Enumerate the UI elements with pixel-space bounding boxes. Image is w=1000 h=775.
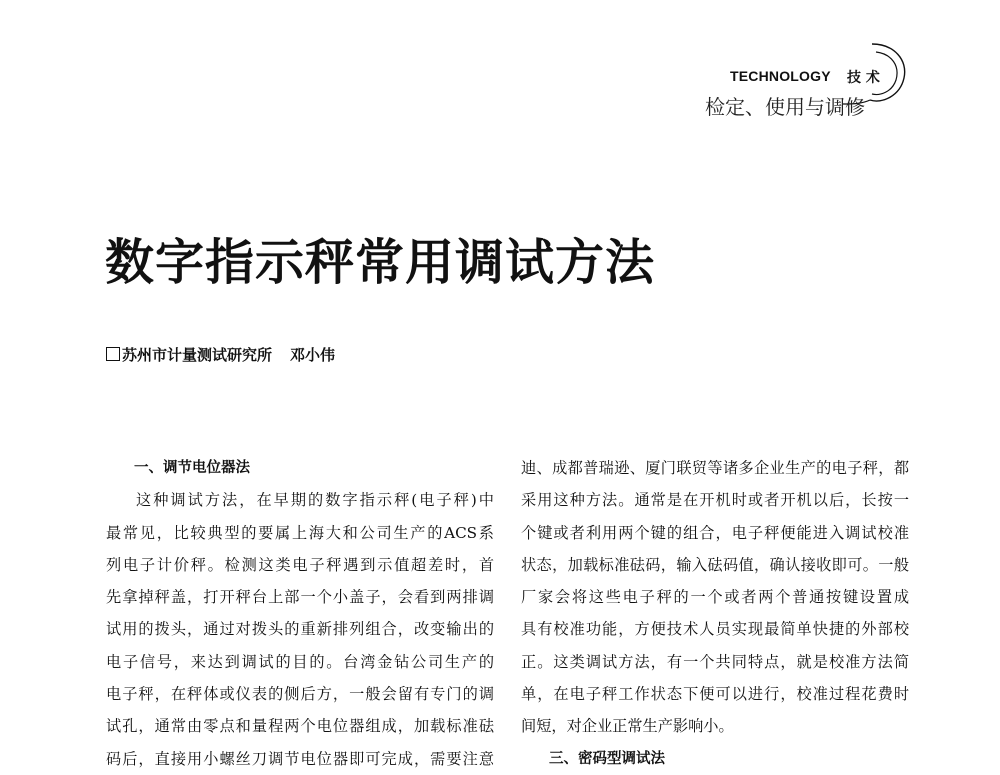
paragraph-line: 正。这类调试方法，有一个共同特点，就是校准方法简 [521, 652, 909, 671]
section-label-en: TECHNOLOGY [730, 68, 831, 84]
paragraph-line: 迪、成都普瑞逊、厦门联贸等诸多企业生产的电子秤，都 [521, 459, 909, 477]
paragraph-line: 间短，对企业正常生产影响小。 [521, 717, 734, 736]
left-column [106, 452, 494, 775]
paragraph-line: 试用的拨头，通过对拨头的重新排列组合，改变输出的 [106, 620, 494, 639]
paragraph-line: 试孔，通常由零点和量程两个电位器组成，加载标准砝 [106, 717, 494, 736]
section-heading: 三、密码型调试法 [549, 750, 665, 767]
right-column [521, 452, 909, 775]
section-label-cn: 技 术 [847, 70, 880, 86]
paragraph-line: 这种调试方法，在早期的数字指示秤(电子秤)中 [136, 491, 494, 510]
paragraph-line: 单，在电子秤工作状态下便可以进行，校准过程花费时 [521, 685, 909, 704]
column-header [700, 38, 920, 128]
paragraph-line: 码后，直接用小螺丝刀调节电位器即可完成，需要注意 [106, 749, 494, 768]
paragraph-line: 采用这种方法。通常是在开机时或者开机以后，长按一 [521, 491, 909, 510]
paragraph-line: 先拿掉秤盖，打开秤台上部一个小盖子，会看到两排调 [106, 588, 494, 607]
article-title: 数字指示秤常用调试方法 [105, 234, 656, 291]
paragraph-line: 最常见，比较典型的要属上海大和公司生产的ACS系 [106, 523, 494, 542]
column-title: 检定、使用与调修 [705, 95, 865, 119]
section-heading: 一、调节电位器法 [134, 460, 250, 476]
paragraph-line: 电子秤，在秤体或仪表的侧后方，一般会留有专门的调 [106, 685, 494, 704]
paragraph-line: 厂家会将这些电子秤的一个或者两个普通按键设置成 [521, 588, 909, 607]
author-name: 邓小伟 [290, 346, 336, 364]
affiliation: 苏州市计量测试研究所 [122, 346, 273, 364]
paragraph-line: 个键或者利用两个键的组合，电子秤便能进入调试校准 [521, 523, 909, 542]
paragraph-line: 状态，加载标准砝码，输入砝码值，确认接收即可。一般 [521, 555, 909, 574]
paragraph-line: 具有校准功能，方便技术人员实现最简单快捷的外部校 [521, 620, 909, 639]
square-bullet-icon [106, 347, 120, 361]
paragraph-line: 列电子计价秤。检测这类电子秤遇到示值超差时，首 [106, 555, 494, 574]
paragraph-line: 电子信号，来达到调试的目的。台湾金钻公司生产的 [106, 652, 494, 671]
byline [106, 344, 335, 365]
